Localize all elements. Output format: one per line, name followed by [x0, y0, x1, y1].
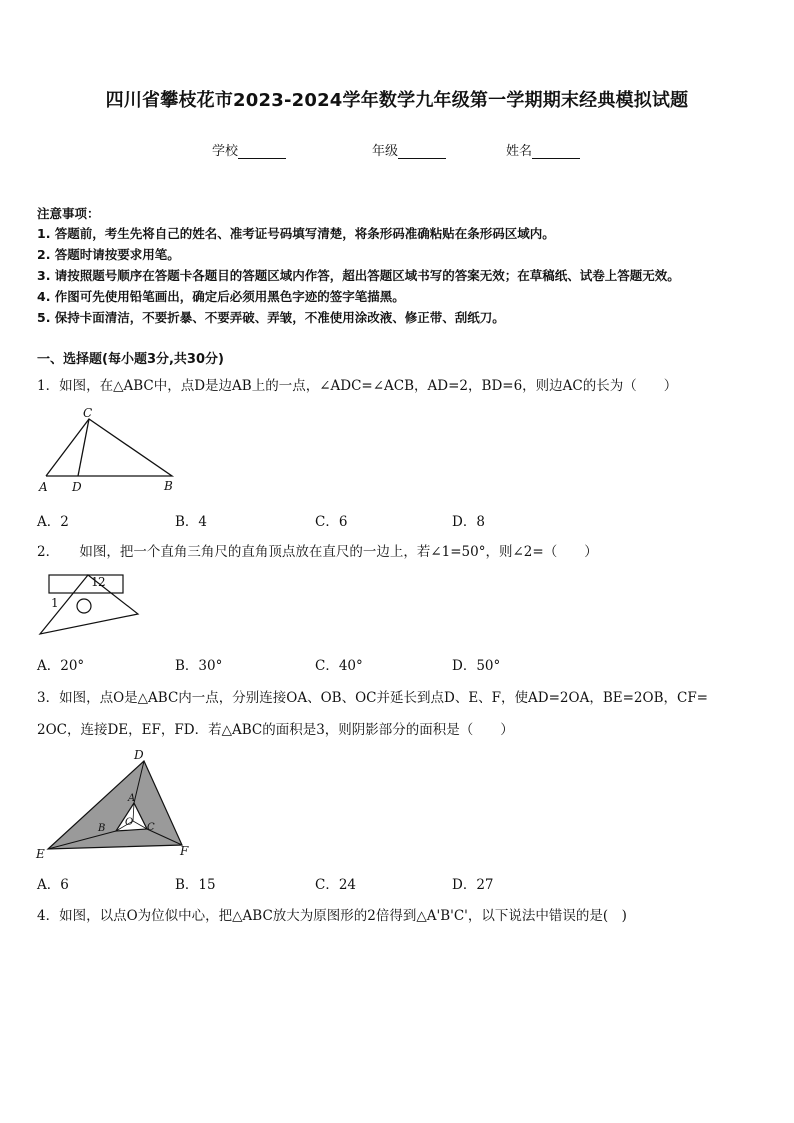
question-4-stem: 4．如图，以点O为位似中心，把△ABC放大为原图形的2倍得到△A'B'C'，以下说法中错误的是( ) [37, 908, 627, 924]
school-blank [238, 145, 286, 159]
label-d: D [72, 480, 82, 494]
segment-cd [78, 419, 89, 476]
notice-item: 4. 作图可先使用铅笔画出，确定后必须用黑色字迹的签字笔描黑。 [37, 289, 405, 304]
label-c: C [83, 406, 93, 420]
label-a: A [39, 480, 48, 494]
notice-heading: 注意事项： [37, 206, 100, 221]
angle-label-1: 1 [51, 596, 59, 610]
option-c[interactable]: C．40° [315, 658, 363, 674]
label-b: B [98, 823, 106, 834]
option-b[interactable]: B．15 [175, 877, 216, 893]
question-3-stem-line2: 2OC，连接DE，EF，FD．若△ABC的面积是3，则阴影部分的面积是（ ） [37, 722, 514, 738]
label-f: F [180, 844, 189, 858]
option-d[interactable]: D．8 [452, 514, 485, 530]
angle-label-2: 2 [98, 575, 106, 589]
label-a: A [128, 793, 136, 804]
option-d[interactable]: D．50° [452, 658, 501, 674]
set-square-hole [77, 599, 91, 613]
option-a[interactable]: A．20° [37, 658, 85, 674]
option-b[interactable]: B．30° [175, 658, 223, 674]
name-field [506, 140, 580, 159]
grade-label: 年级 [372, 144, 399, 159]
option-a[interactable]: A．2 [37, 514, 69, 530]
question-3-figure [32, 745, 202, 865]
label-c: C [147, 822, 155, 833]
option-c[interactable]: C．24 [315, 877, 357, 893]
name-blank [532, 145, 580, 159]
label-o: O [125, 817, 134, 828]
notice-item: 5. 保持卡面清洁，不要折暴、不要弄破、弄皱，不准使用涂改液、修正带、刮纸刀。 [37, 310, 505, 325]
school-label: 学校 [212, 144, 239, 159]
label-e: E [36, 847, 45, 861]
grade-blank [398, 145, 446, 159]
question-1-figure [36, 404, 186, 496]
angle-label-1-top: 1 [91, 575, 99, 589]
question-2-stem: 2． 如图，把一个直角三角尺的直角顶点放在直尺的一边上，若∠1=50°，则∠2=（ ） [37, 544, 598, 560]
question-2-figure [36, 570, 146, 640]
notice-item: 2. 答题时请按要求用笔。 [37, 247, 180, 262]
school-field [212, 140, 286, 159]
option-d[interactable]: D．27 [452, 877, 494, 893]
notice-item: 1. 答题前，考生先将自己的姓名、准考证号码填写清楚，将条形码准确粘贴在条形码区域内。 [37, 226, 555, 241]
label-d: D [134, 748, 144, 762]
option-a[interactable]: A．6 [37, 877, 69, 893]
page-title: 四川省攀枝花市2023-2024学年数学九年级第一学期期末经典模拟试题 [105, 90, 689, 111]
question-1-stem: 1．如图，在△ABC中，点D是边AB上的一点，∠ADC=∠ACB，AD=2，BD=6，则边AC的长为（ ） [37, 378, 678, 394]
option-c[interactable]: C．6 [315, 514, 348, 530]
option-b[interactable]: B．4 [175, 514, 208, 530]
question-3-stem-line1: 3．如图，点O是△ABC内一点，分别连接OA、OB、OC并延长到点D、E、F，使AD=2OA，BE=2OB，CF= [37, 690, 708, 706]
grade-field [372, 140, 446, 159]
triangle-abc [46, 419, 172, 476]
notice-item: 3. 请按照题号顺序在答题卡各题目的答题区域内作答，超出答题区域书写的答案无效；在草稿纸、试卷上答题无效。 [37, 268, 680, 283]
label-b: B [164, 479, 173, 493]
section-heading: 一、选择题(每小题3分,共30分) [37, 352, 224, 367]
name-label: 姓名 [506, 144, 533, 159]
